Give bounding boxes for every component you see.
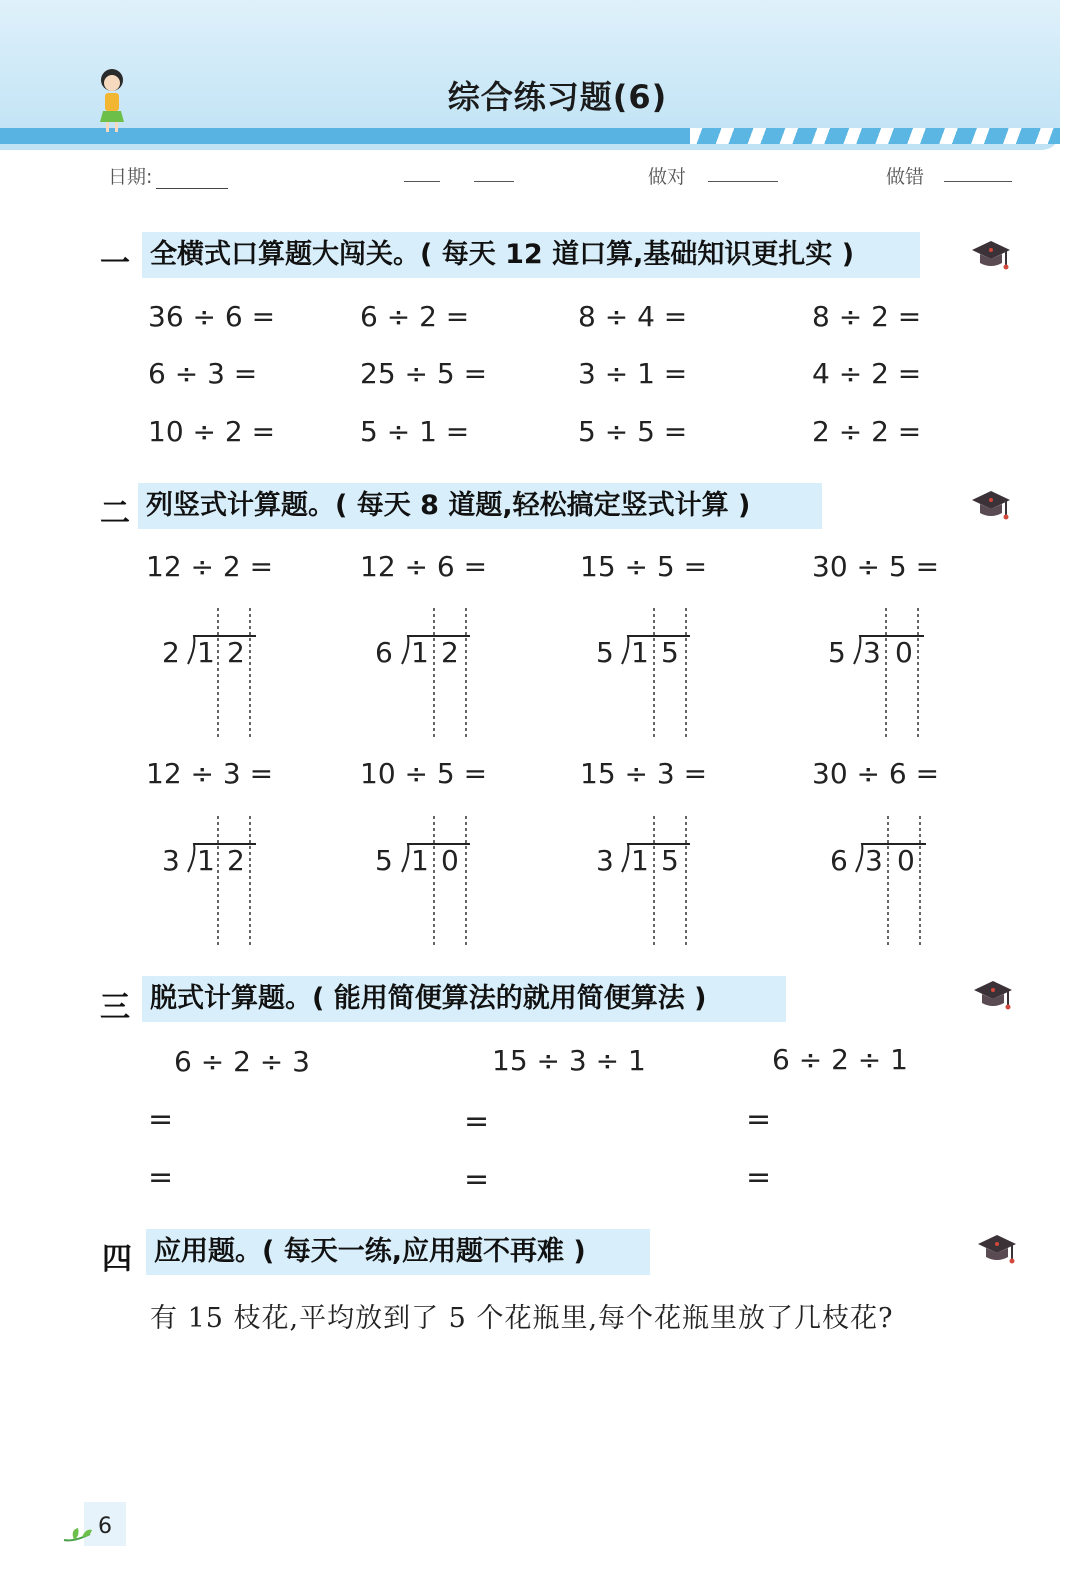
section-2-number: 二 — [100, 496, 130, 531]
divisor: 6 — [375, 636, 393, 669]
graduation-cap-icon — [972, 976, 1014, 1016]
vertical-problem-equation: 12 ÷ 3 = — [146, 757, 274, 790]
dividend-digit: 1 — [197, 636, 215, 669]
section-4-title: 应用题。( 每天一练,应用题不再难 ) — [146, 1229, 650, 1275]
stepwise-expression: 15 ÷ 3 ÷ 1 — [492, 1044, 646, 1077]
page-number: 6 — [98, 1514, 112, 1539]
divisor: 5 — [596, 636, 614, 669]
vertical-problem-equation: 30 ÷ 5 = — [812, 550, 940, 583]
equals-sign: = — [746, 1160, 772, 1195]
section-4-number: 四 — [102, 1242, 132, 1277]
blank-line — [474, 181, 514, 182]
dividend-digit: 1 — [411, 844, 429, 877]
oral-problem: 3 ÷ 1 = — [578, 357, 688, 390]
vertical-problem-equation: 15 ÷ 5 = — [580, 550, 708, 583]
dividend-digit: 1 — [197, 844, 215, 877]
vertical-problem-equation: 15 ÷ 3 = — [580, 757, 708, 790]
correct-field — [648, 162, 686, 189]
dividend-digit: 3 — [865, 844, 883, 877]
oral-problem: 6 ÷ 3 = — [148, 357, 258, 390]
long-division-frame[interactable] — [818, 808, 948, 953]
section-2-title: 列竖式计算题。( 每天 8 道题,轻松搞定竖式计算 ) — [138, 483, 822, 529]
stepwise-expression: 6 ÷ 2 ÷ 3 — [174, 1045, 310, 1078]
oral-problem: 5 ÷ 1 = — [360, 415, 470, 448]
long-division-frame[interactable] — [584, 808, 714, 953]
date-field — [108, 162, 228, 189]
dividend-digit: 0 — [895, 636, 913, 669]
graduation-cap-icon — [976, 1230, 1018, 1270]
correct-blank[interactable] — [708, 181, 778, 182]
dividend-digit: 5 — [661, 636, 679, 669]
divisor: 5 — [828, 636, 846, 669]
dividend-digit: 1 — [411, 636, 429, 669]
dividend-digit: 5 — [661, 844, 679, 877]
word-problem-question: 有 15 枝花,平均放到了 5 个花瓶里,每个花瓶里放了几枝花? — [150, 1303, 894, 1334]
equals-sign: = — [148, 1102, 174, 1137]
long-division-frame[interactable] — [150, 600, 280, 745]
sprout-icon — [60, 1522, 94, 1544]
divisor: 3 — [596, 844, 614, 877]
date-blank[interactable] — [156, 168, 228, 189]
oral-problem: 5 ÷ 5 = — [578, 415, 688, 448]
graduation-cap-icon — [970, 486, 1012, 526]
oral-problem: 6 ÷ 2 = — [360, 300, 470, 333]
vertical-problem-equation: 12 ÷ 2 = — [146, 550, 274, 583]
equals-sign: = — [148, 1160, 174, 1195]
dividend-digit: 0 — [897, 844, 915, 877]
section-3-number: 三 — [100, 990, 130, 1025]
dividend-digit: 3 — [863, 636, 881, 669]
oral-problem: 8 ÷ 2 = — [812, 300, 922, 333]
dividend-digit: 2 — [227, 844, 245, 877]
long-division-frame[interactable] — [584, 600, 714, 745]
oral-problem: 8 ÷ 4 = — [578, 300, 688, 333]
wrong-field — [886, 162, 924, 189]
wrong-label: 做错 — [886, 166, 925, 188]
page-title: 综合练习题(6) — [447, 78, 668, 116]
equals-sign: = — [464, 1104, 490, 1139]
vertical-problem-equation: 12 ÷ 6 = — [360, 550, 488, 583]
section-3-title: 脱式计算题。( 能用简便算法的就用简便算法 ) — [142, 976, 786, 1022]
date-label: 日期: — [108, 166, 153, 188]
divisor: 6 — [830, 844, 848, 877]
wrong-blank[interactable] — [944, 181, 1012, 182]
oral-problem: 36 ÷ 6 = — [148, 300, 276, 333]
equals-sign: = — [464, 1162, 490, 1197]
section-1-number: 一 — [100, 246, 130, 281]
stepwise-expression: 6 ÷ 2 ÷ 1 — [772, 1043, 908, 1076]
long-division-frame[interactable] — [364, 600, 494, 745]
long-division-frame[interactable] — [364, 808, 494, 953]
dividend-digit: 2 — [441, 636, 459, 669]
divisor: 3 — [162, 844, 180, 877]
equals-sign: = — [746, 1102, 772, 1137]
graduation-cap-icon — [970, 236, 1012, 276]
divisor: 5 — [375, 844, 393, 877]
oral-problem: 2 ÷ 2 = — [812, 415, 922, 448]
blank-line — [404, 181, 440, 182]
dividend-digit: 1 — [631, 844, 649, 877]
oral-problem: 25 ÷ 5 = — [360, 357, 488, 390]
long-division-frame[interactable] — [150, 808, 280, 953]
vertical-problem-equation: 30 ÷ 6 = — [812, 757, 940, 790]
dividend-digit: 1 — [631, 636, 649, 669]
oral-problem: 10 ÷ 2 = — [148, 415, 276, 448]
oral-problem: 4 ÷ 2 = — [812, 357, 922, 390]
correct-label: 做对 — [648, 166, 687, 188]
dividend-digit: 0 — [441, 844, 459, 877]
vertical-problem-equation: 10 ÷ 5 = — [360, 757, 488, 790]
section-1-title: 全横式口算题大闯关。( 每天 12 道口算,基础知识更扎实 ) — [142, 232, 920, 278]
dividend-digit: 2 — [227, 636, 245, 669]
divisor: 2 — [162, 636, 180, 669]
long-division-frame[interactable] — [816, 600, 946, 745]
